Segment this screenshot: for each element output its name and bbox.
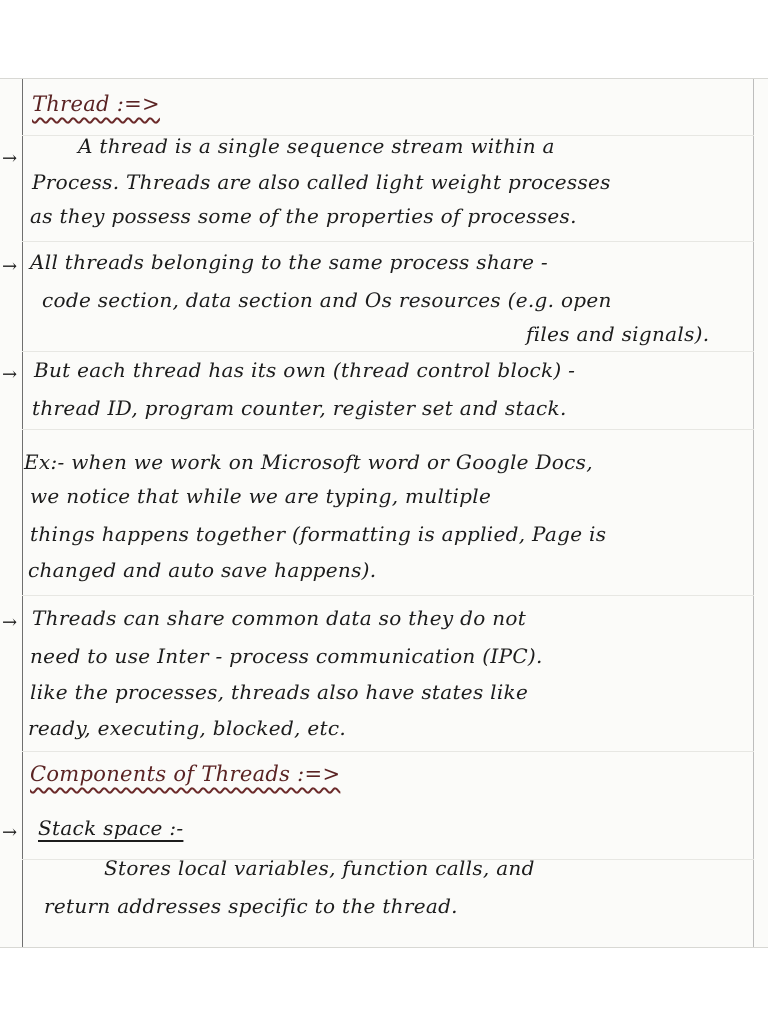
para4-line-1: Threads can share common data so they do not bbox=[32, 606, 527, 630]
para3-line-2: thread ID, program counter, register set and stack. bbox=[32, 396, 567, 420]
example-line-1: Ex:- when we work on Microsoft word or Google Docs, bbox=[24, 450, 593, 474]
ruled-line bbox=[22, 751, 754, 752]
right-edge-line bbox=[753, 79, 754, 947]
example-line-2: we notice that while we are typing, multiple bbox=[30, 484, 492, 508]
para2-line-1: All threads belonging to the same process share - bbox=[30, 250, 548, 274]
para3-line-1: But each thread has its own (thread control block) - bbox=[34, 358, 576, 382]
stack-text-line-2: return addresses specific to the thread. bbox=[44, 894, 458, 918]
margin-line bbox=[22, 79, 23, 947]
ruled-line bbox=[22, 351, 754, 352]
ruled-line bbox=[22, 429, 754, 430]
bullet-arrow-icon: → bbox=[2, 148, 18, 169]
components-heading bbox=[30, 762, 340, 786]
ruled-line bbox=[22, 241, 754, 242]
ruled-line bbox=[22, 595, 754, 596]
example-line-4: changed and auto save happens). bbox=[28, 558, 377, 582]
bullet-arrow-icon: → bbox=[2, 364, 18, 385]
example-line-3: things happens together (formatting is applied, Page is bbox=[30, 522, 607, 546]
note-title bbox=[32, 92, 160, 116]
para2-line-2: code section, data section and Os resources (e.g. open bbox=[42, 288, 612, 312]
bullet-arrow-icon: → bbox=[2, 612, 18, 633]
title-text: Thread :=> bbox=[32, 92, 160, 116]
bullet-arrow-icon: → bbox=[2, 256, 18, 277]
para4-line-4: ready, executing, blocked, etc. bbox=[28, 716, 346, 740]
bullet-arrow-icon: → bbox=[2, 822, 18, 843]
stack-heading-text: Stack space :- bbox=[38, 816, 184, 840]
components-heading-text: Components of Threads :=> bbox=[30, 762, 341, 786]
para1-line-1: A thread is a single sequence stream within a bbox=[78, 134, 555, 158]
stack-heading bbox=[38, 816, 183, 840]
stack-text-line-1: Stores local variables, function calls, and bbox=[104, 856, 535, 880]
para2-line-3: files and signals). bbox=[526, 322, 710, 346]
para4-line-3: like the processes, threads also have states like bbox=[30, 680, 529, 704]
para4-line-2: need to use Inter - process communication (IPC). bbox=[30, 644, 543, 668]
para1-line-3: as they possess some of the properties of processes. bbox=[30, 204, 577, 228]
para1-line-2: Process. Threads are also called light weight processes bbox=[32, 170, 611, 194]
